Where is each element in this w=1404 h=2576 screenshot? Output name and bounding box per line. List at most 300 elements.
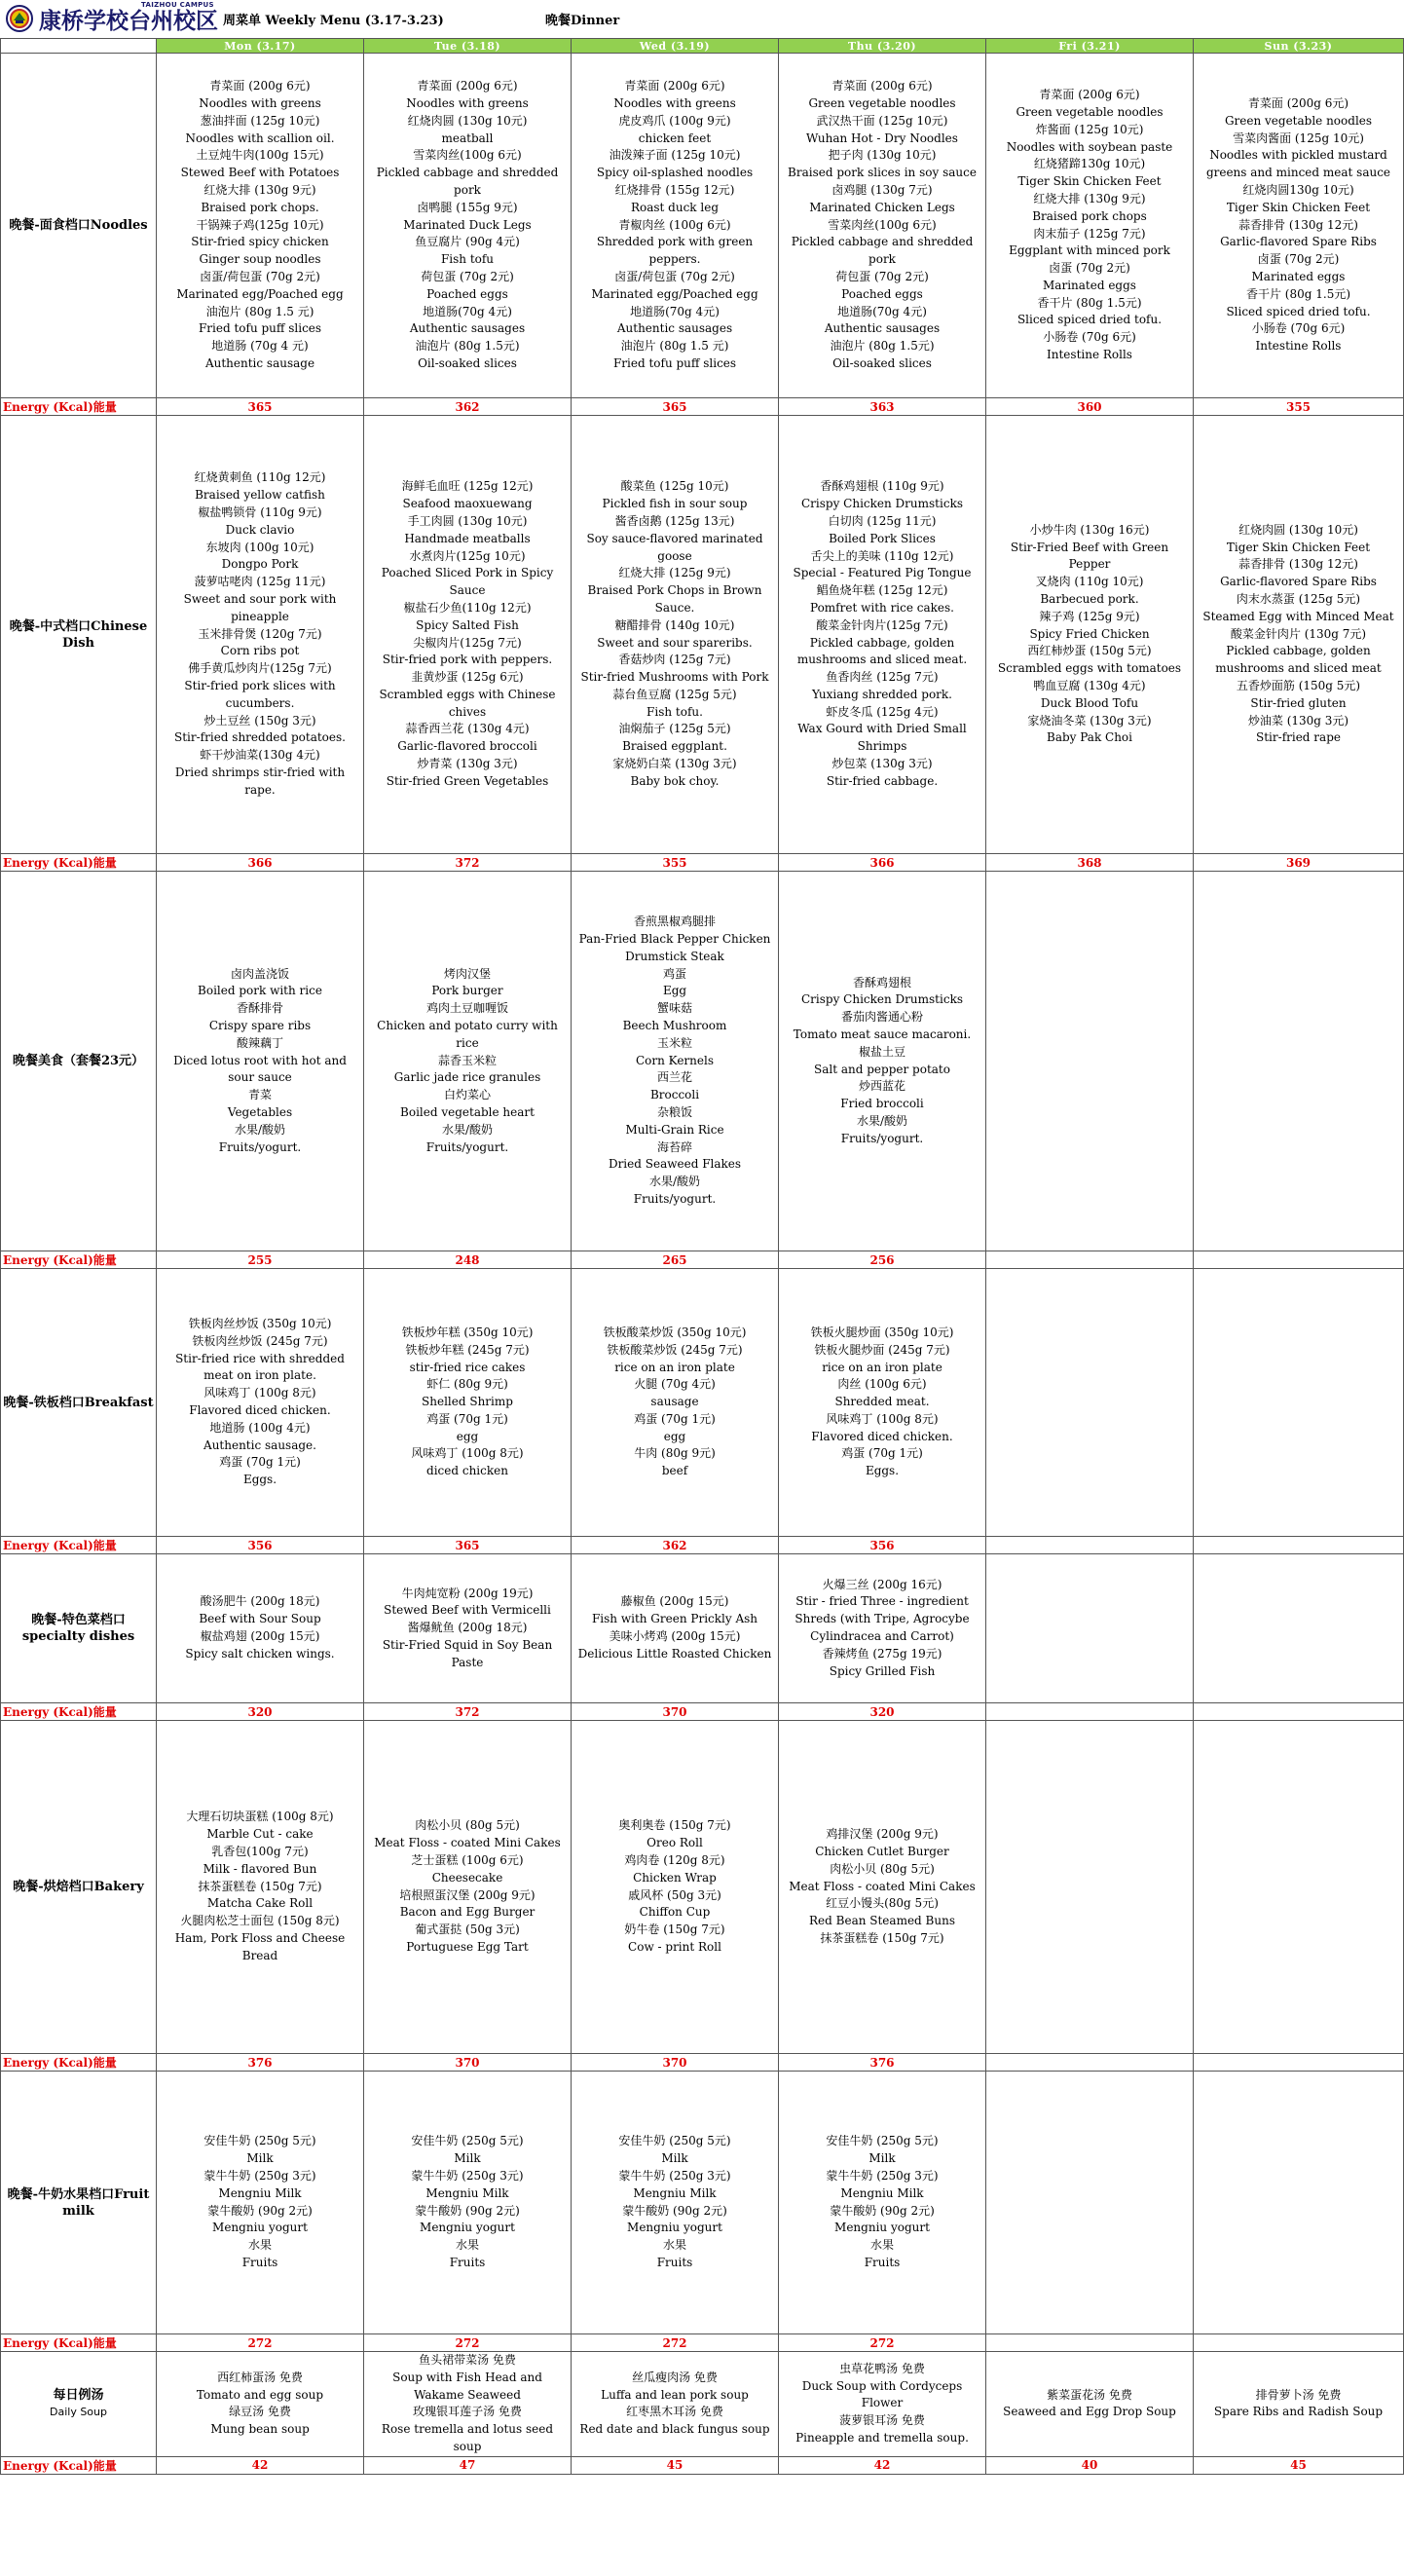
menu-item-line: Green vegetable noodles [1224,113,1373,128]
menu-item-line: 蒙牛酸奶 (90g 2元) [415,2203,520,2218]
menu-item-line: Mengniu Milk [633,2185,717,2200]
menu-row [1,416,1404,854]
menu-item-line: 红烧黄刺鱼 (110g 12元) [194,470,326,485]
meal-title: 晚餐Dinner [545,14,620,28]
menu-item-line: Tomato meat sauce macaroni. [793,1027,972,1041]
menu-item-line: 肉松小贝 (80g 5元) [830,1861,935,1876]
menu-item-line: Stir-fried Mushrooms with Pork [580,670,769,685]
menu-item-line: Stir-fried gluten [1250,695,1347,710]
menu-item-line: 蒜香排骨 (130g 12元) [1238,217,1358,232]
menu-cell [572,1554,779,1703]
menu-item-line: 雪菜肉丝(100g 6元) [828,217,937,232]
menu-item-line: 蒜香玉米粒 [437,1053,497,1067]
menu-item-line: 舌尖上的美味 (110g 12元) [810,548,954,563]
menu-cell [986,1269,1194,1537]
energy-label: Energy (Kcal)能量 [1,398,157,416]
menu-item-line: Marinated Duck Legs [403,217,532,232]
energy-value: 320 [779,1703,986,1721]
soup-item-line: 菠萝银耳汤 免费 [839,2413,925,2428]
energy-row [1,854,1404,872]
menu-item-line: 海鲜毛血旺 (125g 12元) [401,479,534,494]
menu-item-line: Roast duck leg [630,200,720,214]
menu-item-line: 酸菜金针肉片(125g 7元) [816,617,948,632]
menu-item-line: 卤蛋/荷包蛋 (70g 2元) [200,269,320,283]
soup-station-label [1,2352,157,2457]
menu-cell [364,1269,572,1537]
menu-item-line: 红烧肉圆 (130g 10元) [1238,522,1358,537]
menu-item-line: 鸡蛋 (70g 1元) [219,1455,301,1470]
menu-item-line: 卤蛋/荷包蛋 (70g 2元) [614,269,735,283]
menu-item-line: Spicy Grilled Fish [829,1663,936,1678]
menu-item-line: 风味鸡丁 (100g 8元) [203,1386,316,1400]
menu-item-line: Spicy oil-splashed noodles [596,166,754,180]
menu-item-line: Ham, Pork Floss and Cheese Bread [174,1930,346,1962]
menu-item-line: Stewed Beef with Vermicelli [384,1603,551,1618]
energy-value [986,1251,1194,1269]
menu-item-line: Garlic-flavored broccoli [397,739,537,754]
menu-item-line: Stir-fried cabbage. [826,773,939,788]
menu-item-line: 香干片 (80g 1.5元) [1037,295,1142,310]
menu-item-line: Noodles with scallion oil. [185,131,335,145]
menu-cell [1194,1269,1404,1537]
menu-item-line: Boiled Pork Slices [829,531,936,545]
energy-row [1,1703,1404,1721]
soup-item-line: 丝瓜瘦肉汤 免费 [632,2370,718,2384]
menu-item-line: Authentic sausage. [203,1437,316,1452]
menu-item-line: Fruits/yogurt. [840,1131,924,1145]
menu-item-line: Poached Sliced Pork in Spicy Sauce [381,566,554,598]
menu-item-line: 荷包蛋 (70g 2元) [835,269,929,283]
menu-item-line: Milk [454,2151,481,2166]
menu-item-line: 蒙牛牛奶 (250g 3元) [411,2168,524,2183]
menu-item-line: Shredded meat. [834,1395,930,1409]
menu-cell [572,416,779,854]
energy-value: 368 [986,854,1194,872]
menu-item-line: 铁板肉丝炒饭 (245g 7元) [192,1333,328,1348]
energy-value: 355 [1194,398,1404,416]
menu-item-line: Stir - fried Three - ingredient Shreds (with Tripe, Agrocybe Cylindracea and Carrot) [794,1594,970,1643]
menu-item-line: 香辣烤鱼 (275g 19元) [822,1646,942,1661]
menu-item-line: 雪菜肉酱面 (125g 10元) [1233,131,1364,145]
menu-item-line: Intestine Rolls [1047,348,1132,362]
menu-item-line: Chicken and potato curry with rice [377,1019,558,1050]
energy-value [986,2054,1194,2072]
menu-item-line: 火爆三丝 (200g 16元) [822,1577,942,1591]
menu-item-line: Pomfret with rice cakes. [809,600,954,615]
energy-value: 366 [157,854,364,872]
energy-value: 365 [364,1537,572,1554]
day-header-mon: Mon (3.17) [157,39,364,54]
station-label [1,1721,157,2054]
day-header-sun: Sun (3.23) [1194,39,1404,54]
menu-item-line: Eggplant with minced pork [1009,243,1170,258]
menu-item-line: 水果/酸奶 [856,1113,908,1128]
menu-item-line: 酸辣藕丁 [236,1035,283,1050]
menu-item-line: 椒盐石少鱼(110g 12元) [403,600,532,615]
menu-item-line: 武汉热干面 (125g 10元) [816,113,948,128]
menu-item-line: Milk [246,2151,274,2166]
menu-item-line: Pork burger [431,984,503,998]
menu-item-line: 红烧排骨 (155g 12元) [614,183,735,197]
menu-cell [364,1721,572,2054]
menu-item-line: 虎皮鸡爪 (100g 9元) [618,113,731,128]
menu-item-line: 蟹味菇 [656,1001,692,1016]
menu-item-line: 抹茶蛋糕卷 (150g 7元) [198,1879,322,1893]
energy-value [1194,2334,1404,2352]
header-bar [0,0,1404,37]
menu-cell [1194,872,1404,1251]
menu-item-line: Marble Cut - cake [206,1827,314,1842]
menu-cell [986,1721,1194,2054]
station-label-line: 晚餐美食（套餐 [12,1054,101,1068]
menu-item-line: rice on an iron plate [822,1360,942,1374]
menu-item-line: Corn Kernels [636,1053,714,1067]
menu-item-line: Stewed Beef with Potatoes [180,166,340,180]
menu-item-line: 红豆小馒头(80g 5元) [826,1896,939,1911]
menu-item-line: Portuguese Egg Tart [406,1939,529,1954]
menu-item-line: 小炒牛肉 (130g 16元) [1029,522,1150,537]
menu-item-line: 番茄肉酱通心粉 [840,1010,923,1025]
energy-value: 376 [157,2054,364,2072]
station-label-line: 晚餐-烘焙档口 [13,1880,94,1894]
energy-value: 320 [157,1703,364,1721]
menu-item-line: 水果 [455,2238,479,2253]
menu-item-line: Oil-soaked slices [418,355,517,370]
menu-item-line: Stir-fried shredded potatoes. [174,730,346,745]
energy-value: 45 [572,2456,779,2474]
menu-item-line: 青菜面 (200g 6元) [1247,96,1349,111]
menu-item-line: 美味小烤鸡 (200g 15元) [609,1629,741,1643]
menu-item-line: 杂粮饭 [656,1104,692,1119]
menu-item-line: Chiffon Cup [639,1905,711,1920]
menu-item-line: Baby bok choy. [630,773,720,788]
menu-item-line: 铁板酸菜炒饭 (350g 10元) [603,1325,747,1339]
menu-row [1,2072,1404,2334]
energy-value: 372 [364,1703,572,1721]
menu-cell [986,2072,1194,2334]
menu-item-line: 安佳牛奶 (250g 5元) [203,2134,316,2148]
menu-item-line: Soy sauce-flavored marinated goose [586,531,763,563]
station-label [1,54,157,398]
soup-cell [572,2352,779,2457]
menu-item-line: 炒青菜 (130g 3元) [417,757,518,771]
station-label-line: 23元） [100,1054,145,1068]
menu-item-line: 卤鸡腿 (130g 7元) [831,183,933,197]
station-label-line: 晚餐-面食档口 [9,218,91,233]
soup-item-line: Rose tremella and lotus seed soup [381,2422,554,2453]
menu-item-line: 卤肉盖浇饭 [230,966,289,981]
menu-item-line: Scrambled eggs with Chinese chives [379,687,556,719]
menu-item-line: Multi-Grain Rice [625,1122,724,1137]
menu-item-line: 铁板火腿炒面 (245g 7元) [814,1342,950,1357]
menu-item-line: 肉末水蒸蛋 (125g 5元) [1236,592,1361,606]
menu-item-line: 烤肉汉堡 [443,966,491,981]
menu-item-line: Vegetables [227,1104,293,1119]
soup-item-line: Duck Soup with Cordyceps Flower [801,2378,963,2410]
energy-value: 256 [779,1251,986,1269]
menu-item-line: 青菜面 (200g 6元) [209,79,311,93]
menu-item-line: 卤鸭腿 (155g 9元) [417,200,518,214]
menu-item-line: 西兰花 [656,1070,692,1085]
menu-item-line: Sliced spiced dried tofu. [1226,304,1371,318]
menu-cell [572,2072,779,2334]
menu-item-line: 红烧大排 (125g 9元) [618,566,731,580]
menu-item-line: 地道肠 (70g 4 元) [211,339,309,354]
menu-item-line: Stir-Fried Beef with Green Pepper [1010,540,1169,572]
menu-item-line: 藤椒鱼 (200g 15元) [620,1594,729,1609]
menu-item-line: 叉烧肉 (110g 10元) [1035,575,1144,589]
menu-item-line: Salt and pepper potato [814,1062,950,1076]
menu-item-line: Shredded pork with green peppers. [596,235,754,267]
menu-item-line: Wuhan Hot - Dry Noodles [806,131,958,145]
menu-item-line: 蒜台鱼豆腐 (125g 5元) [612,687,737,701]
menu-item-line: 鱼豆腐片 (90g 4元) [415,235,520,249]
menu-item-line: Duck clavio [225,522,295,537]
menu-item-line: Shelled Shrimp [422,1395,513,1409]
menu-item-line: 青菜面 (200g 6元) [417,79,518,93]
menu-item-line: 火腿 (70g 4元) [634,1377,716,1392]
menu-item-line: 青菜 [247,1088,272,1102]
school-logo [6,3,218,35]
menu-item-line: 水果/酸奶 [648,1175,701,1189]
menu-item-line: Braised eggplant. [622,739,727,754]
menu-item-line: Fish with Green Prickly Ash [591,1612,758,1626]
menu-item-line: 红烧大排 (130g 9元) [1033,191,1146,205]
menu-cell [157,54,364,398]
soup-item-line: Luffa and lean pork soup [601,2387,749,2402]
menu-cell [1194,416,1404,854]
menu-item-line: sausage [650,1395,699,1409]
menu-item-line: Stir-fried pork with peppers. [382,653,553,667]
menu-cell [157,416,364,854]
day-header-thu: Thu (3.20) [779,39,986,54]
soup-item-line: Pineapple and tremella soup. [795,2431,969,2445]
soup-cell [157,2352,364,2457]
energy-value: 47 [364,2456,572,2474]
menu-item-line: 鸡蛋 [662,966,686,981]
menu-item-line: Mengniu yogurt [212,2221,308,2235]
menu-item-line: 椒盐土豆 [858,1044,905,1059]
menu-item-line: Pickled cabbage, golden mushrooms and sliced meat. [796,635,968,667]
header-corner [1,39,157,54]
menu-item-line: Stir-fried spicy chicken [191,235,329,249]
energy-value: 363 [779,398,986,416]
menu-item-line: Special - Featured Pig Tongue [793,566,972,580]
menu-item-line: Tiger Skin Chicken Feet [1017,174,1162,189]
menu-item-line: 红烧肉圆 (130g 10元) [407,113,528,128]
menu-item-line: 糖醋排骨 (140g 10元) [614,617,735,632]
menu-item-line: 干锅辣子鸡(125g 10元) [196,217,324,232]
menu-item-line: Garlic-flavored Spare Ribs [1220,575,1377,589]
menu-item-line: 红烧肉圆130g 10元) [1242,183,1354,197]
menu-item-line: 芝士蛋糕 (100g 6元) [411,1852,524,1867]
menu-item-line: Boiled pork with rice [198,984,322,998]
menu-item-line: 香酥排骨 [236,1001,283,1016]
menu-item-line: 手工肉圆 (130g 10元) [407,513,528,528]
menu-item-line: 油泡片 (80g 1.5 元) [205,304,314,318]
energy-label: Energy (Kcal)能量 [1,854,157,872]
menu-item-line: 鸡肉土豆咖喱饭 [425,1001,508,1016]
energy-value: 372 [364,854,572,872]
day-header-tue: Tue (3.18) [364,39,572,54]
menu-item-line: 水果 [662,2238,686,2253]
menu-item-line: 香干片 (80g 1.5元) [1245,286,1351,301]
menu-item-line: Tiger Skin Chicken Feet [1226,200,1371,214]
energy-label: Energy (Kcal)能量 [1,2054,157,2072]
menu-item-line: Spicy Salted Fish [416,617,519,632]
menu-item-line: Dried Seaweed Flakes [608,1157,742,1172]
menu-cell [157,1721,364,2054]
energy-value: 272 [779,2334,986,2352]
menu-item-line: Egg [662,984,687,998]
energy-value: 360 [986,398,1194,416]
energy-label: Energy (Kcal)能量 [1,2334,157,2352]
menu-item-line: 油泼辣子面 (125g 10元) [609,148,741,163]
menu-item-line: Noodles with pickled mustard greens and minced meat sauce [1205,148,1391,180]
menu-item-line: Mengniu yogurt [420,2221,515,2235]
menu-item-line: 戚风杯 (50g 3元) [628,1887,721,1902]
energy-label: Energy (Kcal)能量 [1,1703,157,1721]
menu-cell [157,1269,364,1537]
menu-item-line: Fruits [449,2255,486,2269]
energy-value: 272 [364,2334,572,2352]
energy-value: 272 [572,2334,779,2352]
menu-item-line: egg [456,1429,479,1443]
menu-item-line: Braised pork slices in soy sauce [788,166,977,180]
menu-item-line: Garlic-flavored Spare Ribs [1220,235,1377,249]
menu-item-line: Seafood maoxuewang [402,497,533,511]
menu-item-line: 铁板肉丝炒饭 (350g 10元) [188,1317,332,1331]
station-label [1,872,157,1251]
menu-item-line: 安佳牛奶 (250g 5元) [826,2134,939,2148]
menu-item-line: 鸡蛋 (70g 1元) [426,1411,508,1426]
school-seal-icon [6,5,33,32]
energy-value: 272 [157,2334,364,2352]
menu-item-line: 铁板火腿炒面 (350g 10元) [810,1325,954,1339]
menu-cell [572,54,779,398]
energy-label: Energy (Kcal)能量 [1,1251,157,1269]
menu-item-line: Fruits/yogurt. [425,1139,509,1154]
menu-item-line: 肉丝 (100g 6元) [837,1377,927,1392]
menu-item-line: 火腿肉松芝士面包 (150g 8元) [180,1914,340,1928]
menu-item-line: 油泡片 (80g 1.5元) [415,339,520,354]
energy-value [986,1703,1194,1721]
menu-item-line: Noodles with greens [199,96,321,111]
menu-cell [572,872,779,1251]
menu-item-line: Poached eggs [426,286,508,301]
energy-row [1,2054,1404,2072]
menu-cell [364,872,572,1251]
energy-value: 370 [572,1703,779,1721]
menu-item-line: Broccoli [649,1088,700,1102]
menu-item-line: Tiger Skin Chicken Feet [1226,540,1371,554]
station-label-line: 晚餐-铁板档口 [3,1395,85,1410]
station-label-line: 晚餐-中式档口 [9,618,92,634]
menu-item-line: Pickled cabbage and shredded pork [376,166,559,197]
menu-item-line: Fruits/yogurt. [633,1191,717,1206]
menu-item-line: 鸡蛋 (70g 1元) [634,1411,716,1426]
menu-item-line: 椒盐鸡翅 (200g 15元) [200,1629,320,1643]
menu-cell [1194,1721,1404,2054]
menu-item-line: 酸汤肥牛 (200g 18元) [200,1594,320,1609]
station-label-line: 晚餐-牛奶水果档口 [7,2186,115,2202]
soup-item-line: 红枣黑木耳汤 免费 [626,2405,723,2419]
menu-item-line: Stir-fried pork slices with cucumbers. [184,678,336,710]
menu-item-line: Mengniu yogurt [834,2221,930,2235]
menu-item-line: Crispy Chicken Drumsticks [800,497,963,511]
menu-item-line: 菠萝咕咾肉 (125g 11元) [194,575,326,589]
menu-item-line: Spicy Fried Chicken [1029,626,1150,641]
menu-item-line: 酱香卤鹅 (125g 13元) [614,513,735,528]
menu-item-line: 香菇炒肉 (125g 7元) [618,653,731,667]
menu-item-line: 香酥鸡翅根 (110g 9元) [820,479,944,494]
menu-item-line: 雪菜肉丝(100g 6元) [413,148,522,163]
menu-item-line: 大理石切块蛋糕 (100g 8元) [186,1810,334,1824]
menu-item-line: 辣子鸡 (125g 9元) [1039,609,1140,623]
menu-item-line: 小肠卷 (70g 6元) [1251,321,1346,336]
menu-item-line: 地道肠 (100g 4元) [209,1420,311,1435]
menu-item-line: 东坡肉 (100g 10元) [205,540,314,554]
menu-item-line: Diced lotus root with hot and sour sauce [173,1053,347,1085]
menu-item-line: 铁板炒年糕 (245g 7元) [405,1342,530,1357]
soup-item-line: 玫瑰银耳莲子汤 免费 [413,2405,522,2419]
menu-item-line: Sweet and sour pork with pineapple [183,592,337,623]
station-label [1,1269,157,1537]
menu-item-line: 鱼香肉丝 (125g 7元) [826,670,939,685]
menu-item-line: 奶牛卷 (150g 7元) [624,1923,725,1937]
menu-item-line: Flavored diced chicken. [811,1429,953,1443]
menu-item-line: 蒙牛酸奶 (90g 2元) [830,2203,935,2218]
menu-item-line: 水果 [247,2238,272,2253]
menu-item-line: Sliced spiced dried tofu. [1016,313,1163,327]
menu-item-line: Duck Blood Tofu [1040,695,1139,710]
menu-item-line: Yuxiang shredded pork. [811,687,952,701]
soup-label-en: Daily Soup [50,2406,107,2419]
menu-item-line: 抹茶蛋糕卷 (150g 7元) [820,1930,944,1945]
menu-cell [1194,54,1404,398]
menu-item-line: 青菜面 (200g 6元) [624,79,725,93]
energy-value [986,1537,1194,1554]
energy-row [1,1537,1404,1554]
menu-item-line: 蒙牛酸奶 (90g 2元) [622,2203,727,2218]
menu-item-line: stir-fried rice cakes [409,1360,526,1374]
menu-cell [986,416,1194,854]
menu-item-line: Handmade meatballs [404,531,531,545]
day-header-row [1,39,1404,54]
campus-label: TAIZHOU CAMPUS [141,1,214,9]
menu-item-line: Pickled cabbage, golden mushrooms and sliced meat [1215,644,1382,676]
menu-item-line: 铁板炒年糕 (350g 10元) [401,1325,534,1339]
menu-row [1,1721,1404,2054]
menu-item-line: 香酥鸡翅根 [852,975,911,989]
menu-item-line: Braised Pork Chops in Brown Sauce. [587,583,762,615]
menu-item-line: rice on an iron plate [614,1360,735,1374]
soup-cell [364,2352,572,2457]
menu-item-line: Oil-soaked slices [832,355,932,370]
menu-item-line: Authentic sausages [824,321,941,336]
menu-item-line: Authentic sausages [409,321,526,336]
menu-item-line: 荷包蛋 (70g 2元) [421,269,514,283]
menu-item-line: Crispy spare ribs [208,1019,312,1032]
menu-item-line: Marinated eggs [1043,278,1136,292]
menu-item-line: Poached eggs [841,286,923,301]
menu-item-line: Fried tofu puff slices [612,355,737,370]
station-label-line: Bakery [93,1880,144,1894]
menu-cell [779,416,986,854]
menu-item-line: Fried broccoli [840,1097,924,1111]
soup-item-line: 鱼头裙带菜汤 免费 [419,2353,516,2367]
menu-item-line: 土豆炖牛肉(100g 15元) [196,148,324,163]
